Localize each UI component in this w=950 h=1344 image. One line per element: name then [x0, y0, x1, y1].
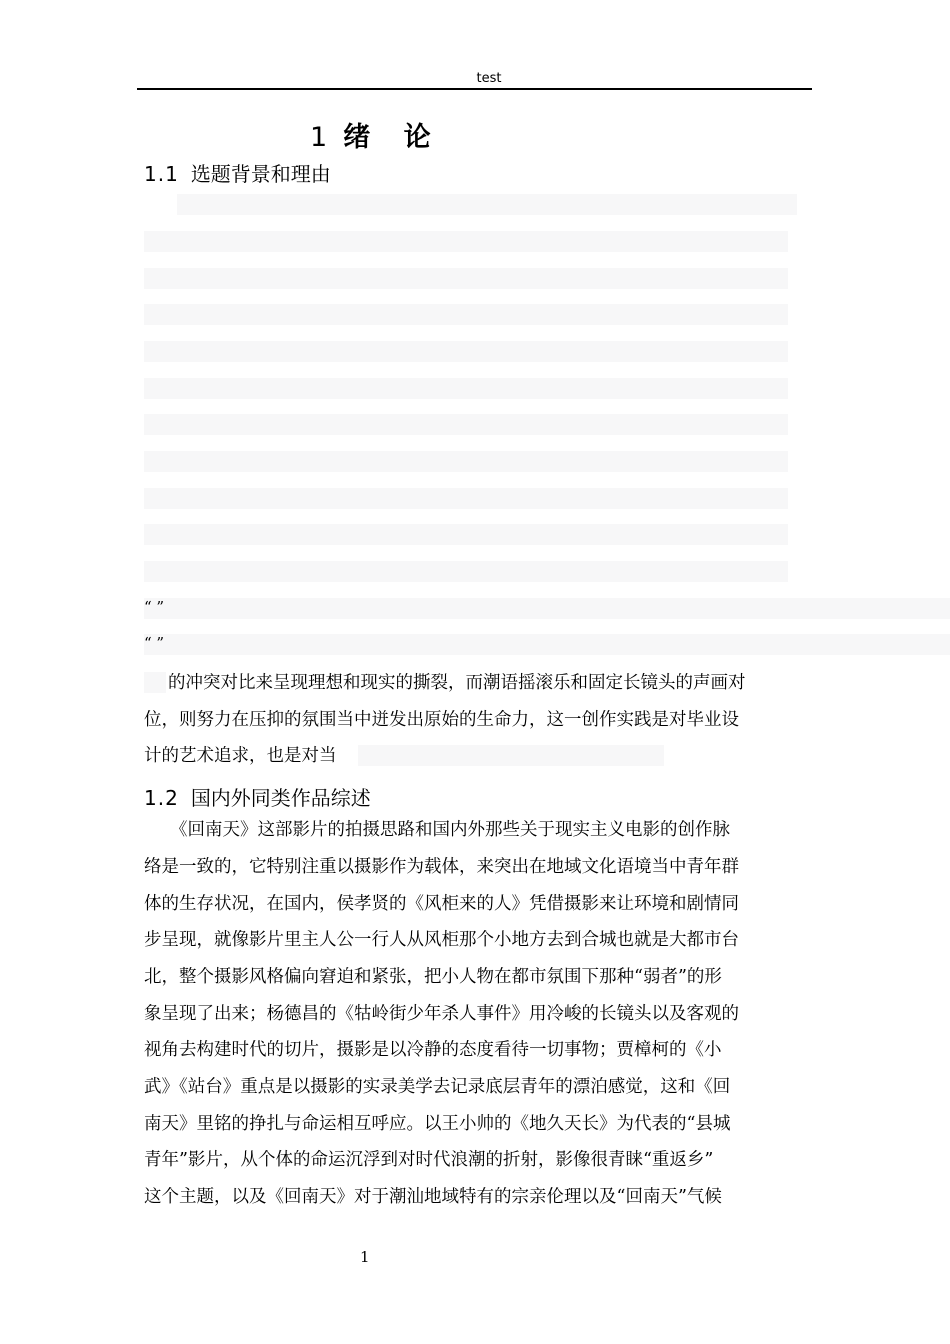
- paragraph-line: 的冲突对比来呈现理想和现实的撕裂，而潮语摇滚乐和固定长镜头的声画对: [168, 673, 746, 693]
- paragraph-line: 青年”影片，从个体的命运沉浮到对时代浪潮的折射，影像很青睐“重返乡”: [144, 1150, 714, 1170]
- redacted-line: [144, 341, 788, 362]
- paragraph-line: 《回南天》这部影片的拍摄思路和国内外那些关于现实主义电影的创作脉: [170, 820, 730, 840]
- redacted-line: [144, 231, 788, 252]
- redacted-line: [144, 304, 788, 325]
- paragraph-line: 南天》里铭的挣扎与命运相互呼应。以王小帅的《地久天长》为代表的“县城: [144, 1114, 731, 1134]
- section-heading-1-2: [144, 782, 371, 811]
- redacted-line: [144, 561, 788, 582]
- section-title: 国内外同类作品综述: [190, 786, 371, 810]
- redacted-line: [144, 672, 166, 693]
- section-number: 1.1: [144, 162, 179, 186]
- redacted-line: [144, 378, 788, 399]
- redacted-line: [144, 451, 788, 472]
- section-number: 1.2: [144, 786, 179, 810]
- quote-marks: “ ”: [144, 598, 165, 616]
- page-header: test: [476, 71, 502, 86]
- paragraph-line: 视角去构建时代的切片，摄影是以冷静的态度看待一切事物；贾樟柯的《小: [144, 1040, 722, 1060]
- section-title: 选题背景和理由: [190, 162, 331, 186]
- page-number: 1: [360, 1248, 370, 1266]
- paragraph-line: 位，则努力在压抑的氛围当中迸发出原始的生命力，这一创作实践是对毕业设: [144, 710, 739, 730]
- paragraph-line: 络是一致的，它特别注重以摄影作为载体，来突出在地域文化语境当中青年群: [144, 857, 739, 877]
- paragraph-line: 步呈现，就像影片里主人公一行人从风柜那个小地方去到合城也就是大都市台: [144, 930, 739, 950]
- redacted-line: [144, 488, 788, 509]
- redacted-line: [177, 194, 797, 215]
- chapter-number: 1: [310, 122, 330, 153]
- section-heading-1-1: [144, 158, 331, 187]
- redacted-line: [358, 745, 664, 766]
- paragraph-line: 计的艺术追求，也是对当: [144, 746, 337, 766]
- paragraph-line: 武》《站台》重点是以摄影的实录美学去记录底层青年的漂泊感觉，这和《回: [144, 1077, 731, 1097]
- paragraph-line: 这个主题，以及《回南天》对于潮汕地域特有的宗亲伦理以及“回南天”气候: [144, 1187, 722, 1207]
- redacted-line: [144, 634, 950, 655]
- paragraph-line: 北，整个摄影风格偏向窘迫和紧张，把小人物在都市氛围下那种“弱者”的形: [144, 967, 722, 987]
- redacted-line: [144, 268, 788, 289]
- quote-marks: “ ”: [144, 634, 165, 652]
- redacted-line: [144, 524, 788, 545]
- chapter-title: 绪 论: [343, 122, 443, 153]
- redacted-line: [144, 414, 788, 435]
- header-divider: [137, 88, 812, 90]
- redacted-line: [144, 598, 950, 619]
- paragraph-line: 体的生存状况，在国内，侯孝贤的《风柜来的人》凭借摄影来让环境和剧情同: [144, 894, 739, 914]
- chapter-heading: [310, 115, 443, 154]
- paragraph-line: 象呈现了出来；杨德昌的《牯岭街少年杀人事件》用冷峻的长镜头以及客观的: [144, 1004, 739, 1024]
